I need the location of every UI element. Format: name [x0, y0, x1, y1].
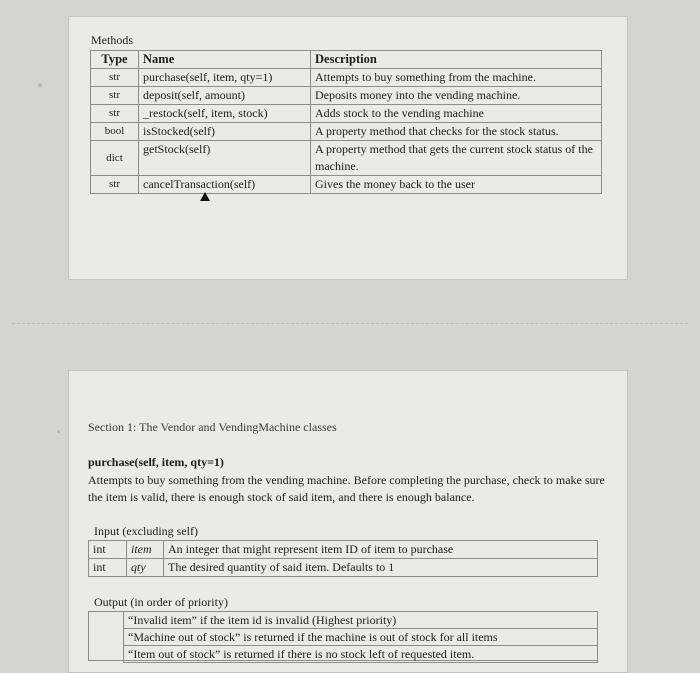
output-line: “Machine out of stock” is returned if the machine is out of stock for all items [123, 629, 598, 646]
header-type: Type [91, 51, 139, 69]
param-type: int [89, 559, 127, 577]
dust-speck [38, 83, 42, 87]
output-line: “Invalid item” if the item id is invalid (Highest priority) [123, 611, 598, 629]
method-type: str [91, 105, 139, 123]
method-name: deposit(self, amount) [139, 87, 311, 105]
methods-caption: Methods [91, 33, 133, 47]
method-description-paragraph: Attempts to buy something from the vending machine. Before completing the purchase, check to make sure the item is valid, there is enough stock of said item, and there is enough balance. [88, 473, 605, 504]
method-description: Adds stock to the vending machine [311, 105, 602, 123]
table-row [91, 69, 602, 87]
param-name: item [127, 541, 164, 559]
method-description: Attempts to buy something from the machine. [311, 69, 602, 87]
method-name: purchase(self, item, qty=1) [139, 69, 311, 87]
method-type: str [91, 87, 139, 105]
method-name: getStock(self) [139, 141, 311, 176]
method-description: A property method that checks for the stock status. [311, 123, 602, 141]
param-type: int [89, 541, 127, 559]
table-row [91, 123, 602, 141]
method-type: bool [91, 123, 139, 141]
method-name: cancelTransaction(self) [139, 176, 311, 194]
section-title: Section 1: The Vendor and VendingMachine classes [88, 420, 337, 434]
method-name: isStocked(self) [139, 123, 311, 141]
methods-header-row [91, 51, 602, 69]
param-name: qty [127, 559, 164, 577]
method-description: Gives the money back to the user [311, 176, 602, 194]
table-row [91, 176, 602, 194]
page-divider [12, 323, 688, 324]
param-description: The desired quantity of said item. Defaults to 1 [164, 559, 598, 577]
methods-table [90, 50, 602, 194]
input-caption: Input (excluding self) [94, 524, 198, 538]
method-type: str [91, 69, 139, 87]
method-signature: purchase(self, item, qty=1) [88, 455, 224, 469]
param-description: An integer that might represent item ID of item to purchase [164, 541, 598, 559]
output-caption: Output (in order of priority) [94, 595, 228, 609]
header-name: Name [139, 51, 311, 69]
dust-speck [57, 430, 60, 433]
mouse-cursor-icon [200, 192, 210, 201]
method-type: dict [91, 141, 139, 176]
method-description: A property method that gets the current stock status of the machine. [311, 141, 602, 176]
method-type: str [91, 176, 139, 194]
table-row [91, 87, 602, 105]
input-table [88, 540, 598, 577]
table-row [91, 105, 602, 123]
method-name: _restock(self, item, stock) [139, 105, 311, 123]
output-line: “Item out of stock” is returned if there is no stock left of requested item. [123, 646, 598, 663]
table-row [89, 541, 598, 559]
header-description: Description [311, 51, 602, 69]
table-row [89, 559, 598, 577]
table-row [91, 141, 602, 176]
method-description: Deposits money into the vending machine. [311, 87, 602, 105]
output-table [88, 611, 598, 661]
